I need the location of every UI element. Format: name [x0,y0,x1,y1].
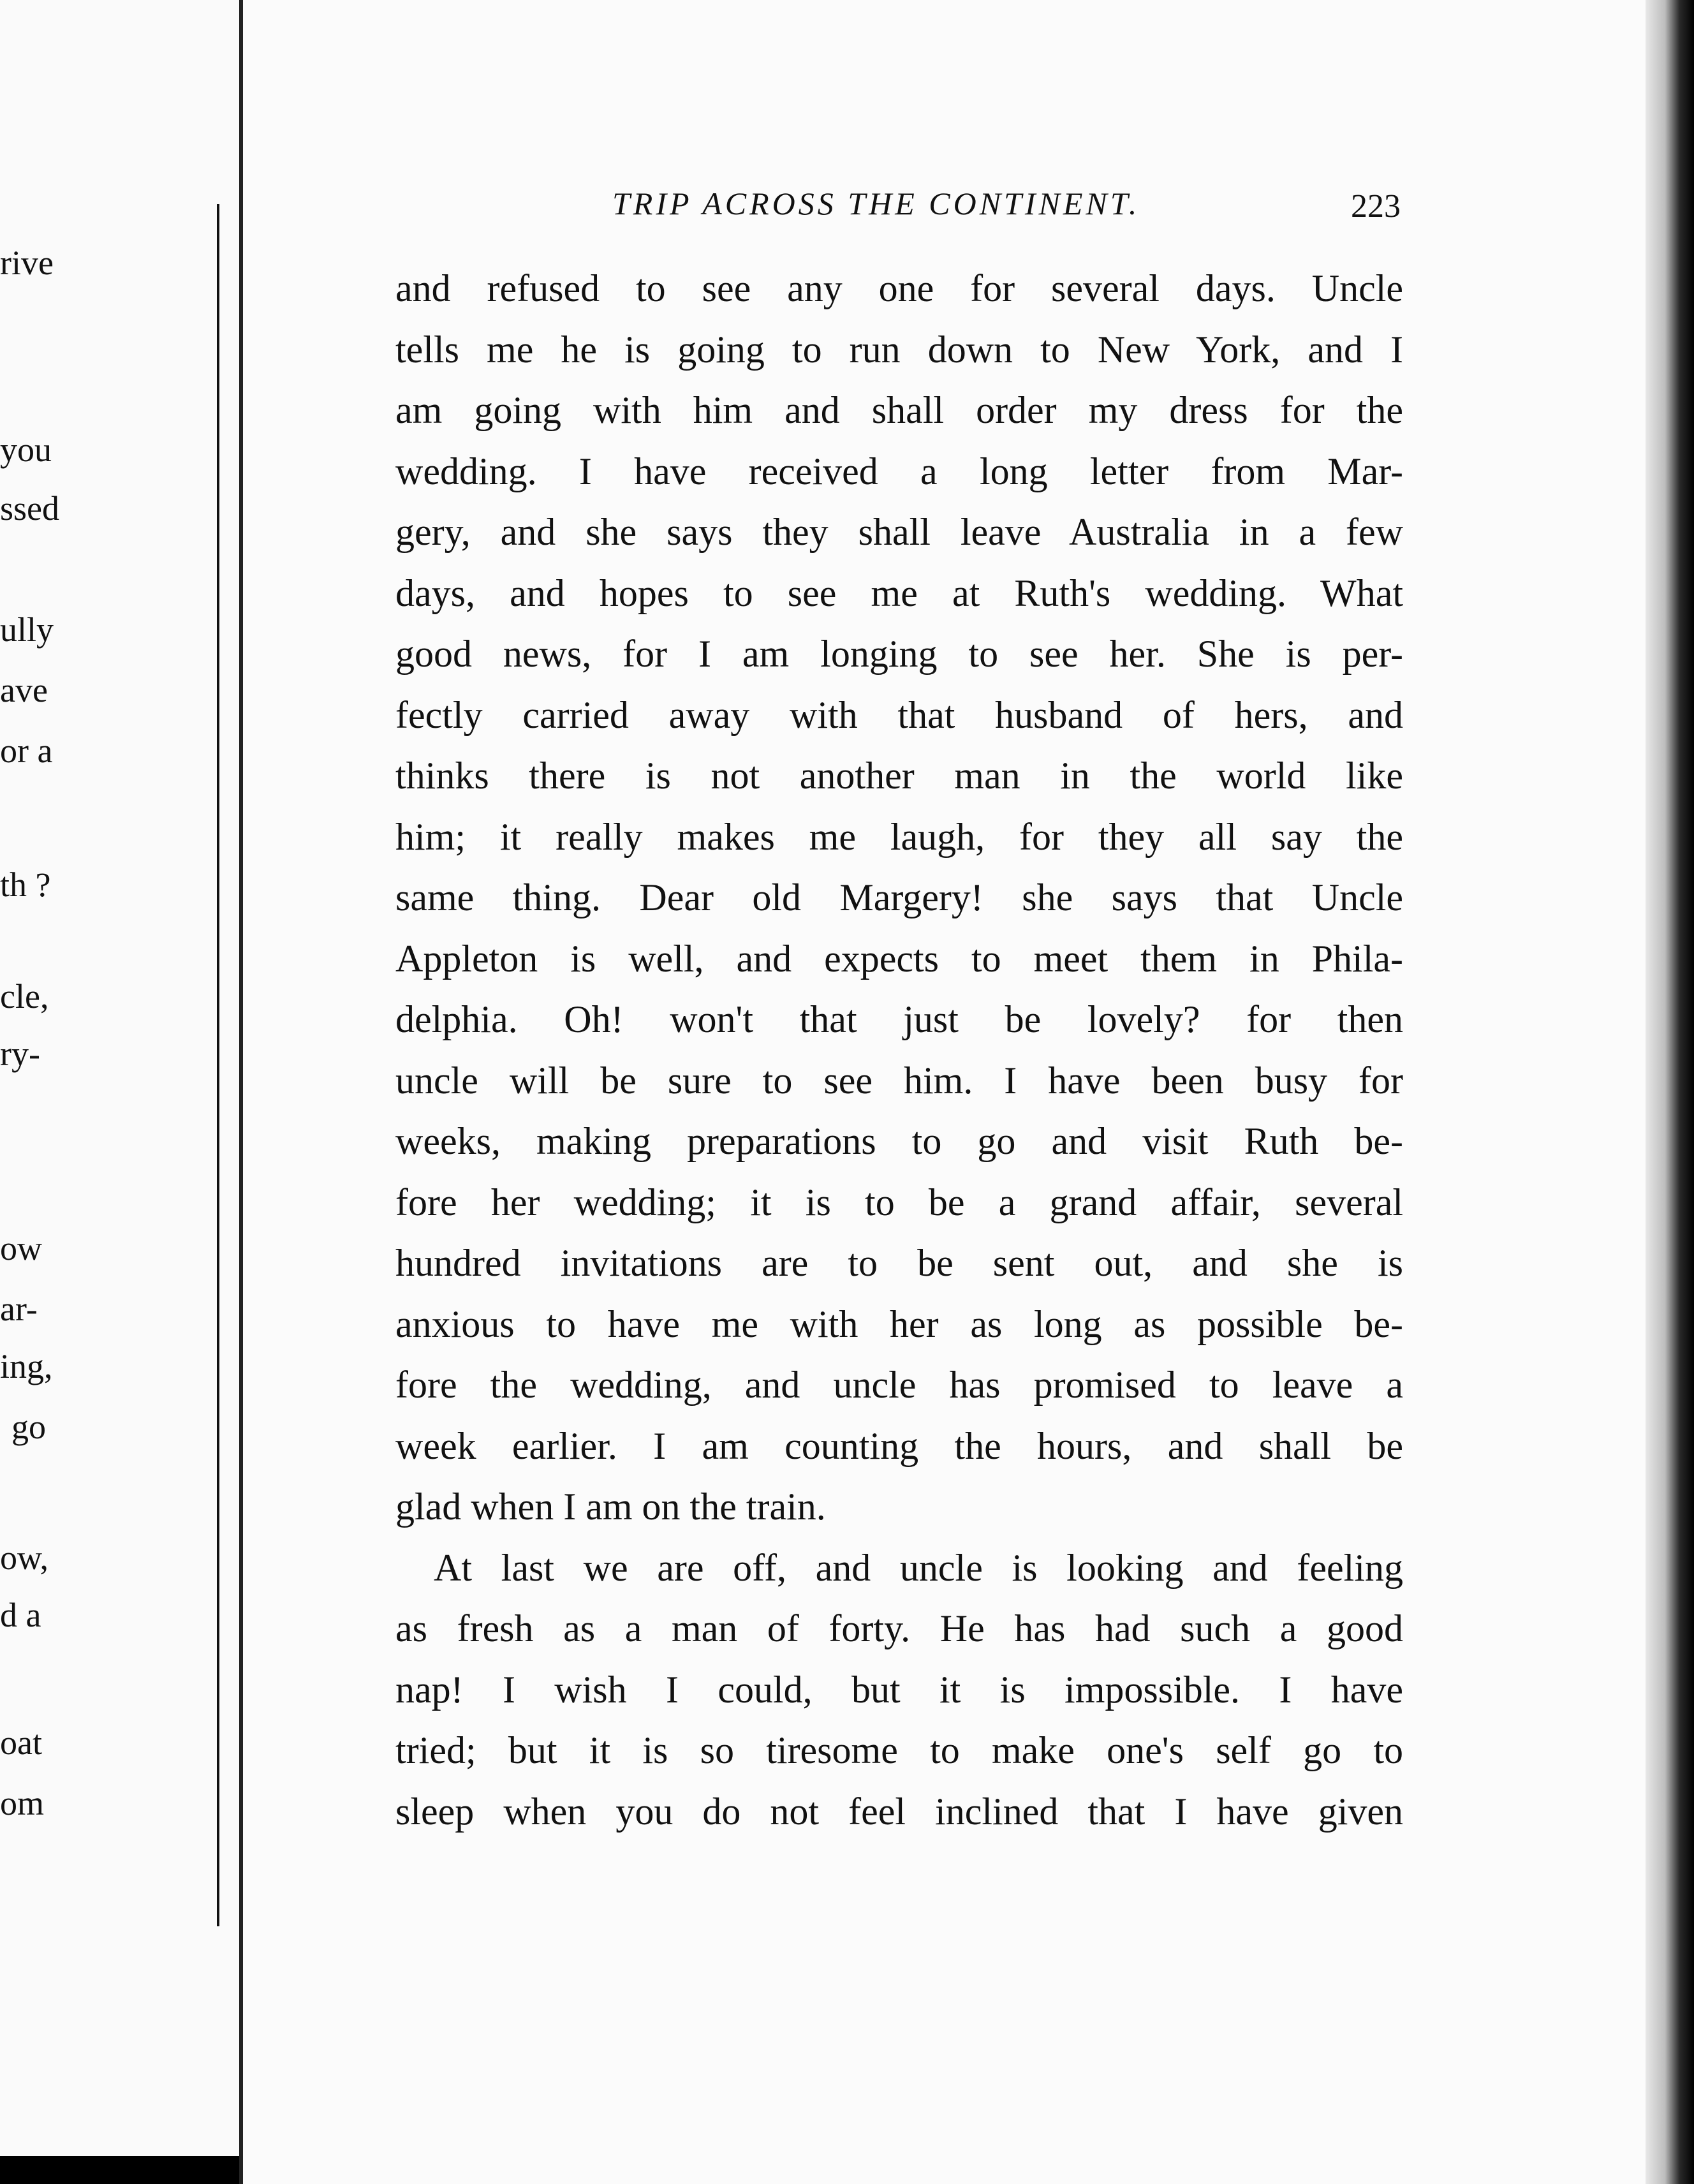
text-line: tells me he is going to run down to New York, and I [395,328,1403,371]
body-text [395,258,1403,1842]
text-line: days, and hopes to see me at Ruth's wedding. What [395,572,1403,614]
left-fragment: cle, [0,977,49,1015]
text-line: nap! I wish I could, but it is impossible. I have [395,1668,1403,1711]
text-line: am going with him and shall order my dress for the [395,389,1403,431]
text-line: uncle will be sure to see him. I have been busy for [395,1059,1403,1102]
gutter-shadow [217,204,235,1926]
text-line: thinks there is not another man in the world like [395,755,1403,797]
text-line: him; it really makes me laugh, for they all say the [395,815,1403,858]
text-line: Appleton is well, and expects to meet them in Phila- [395,937,1403,980]
left-fragment: ar- [0,1290,38,1328]
text-line: glad when I am on the train. [395,1486,826,1528]
left-fragment: oat [0,1723,42,1762]
text-line: sleep when you do not feel inclined that I have given [395,1790,1403,1833]
left-fragment: ave [0,671,48,709]
page-edge [1646,0,1694,2184]
text-line: fectly carried away with that husband of hers, and [395,693,1403,736]
left-fragment: ry- [0,1035,40,1073]
text-line: and refused to see any one for several days. Uncle [395,267,1403,309]
left-fragment: d a [0,1596,41,1634]
left-fragment: ow, [0,1538,48,1577]
left-fragment: go [11,1408,46,1446]
text-line: gery, and she says they shall leave Australia in a few [395,511,1403,553]
text-line: week earlier. I am counting the hours, and shall be [395,1424,1403,1467]
left-page [0,0,239,2156]
left-fragment: om [0,1784,45,1822]
text-line: same thing. Dear old Margery! she says that Uncle [395,876,1403,919]
page-number: 223 [1351,188,1401,225]
text-line: tried; but it is so tiresome to make one's self go to [395,1729,1403,1771]
left-fragment: ssed [0,489,59,528]
text-line: good news, for I am longing to see her. She is per- [395,633,1403,675]
left-fragment: rive [0,244,54,282]
text-line: anxious to have me with her as long as possible be- [395,1302,1403,1345]
text-line: fore her wedding; it is to be a grand affair, several [395,1181,1403,1223]
left-fragment: ully [0,610,54,649]
text-line: as fresh as a man of forty. He has had such a good [395,1607,1403,1649]
text-line: fore the wedding, and uncle has promised to leave a [395,1364,1403,1406]
left-fragment: ow [0,1229,42,1267]
text-line: hundred invitations are to be sent out, and she is [395,1242,1403,1284]
text-line: At last we are off, and uncle is looking and feeling [434,1546,1403,1589]
left-fragment: you [0,431,52,469]
text-line: wedding. I have received a long letter from Mar- [395,450,1403,492]
left-fragment: th ? [0,866,51,904]
running-head: TRIP ACROSS THE CONTINENT. [612,186,1140,221]
left-fragment: or a [0,732,53,770]
text-line: delphia. Oh! won't that just be lovely? for then [395,998,1403,1040]
left-fragment: ing, [0,1347,53,1385]
text-line: weeks, making preparations to go and visit Ruth be- [395,1120,1403,1162]
